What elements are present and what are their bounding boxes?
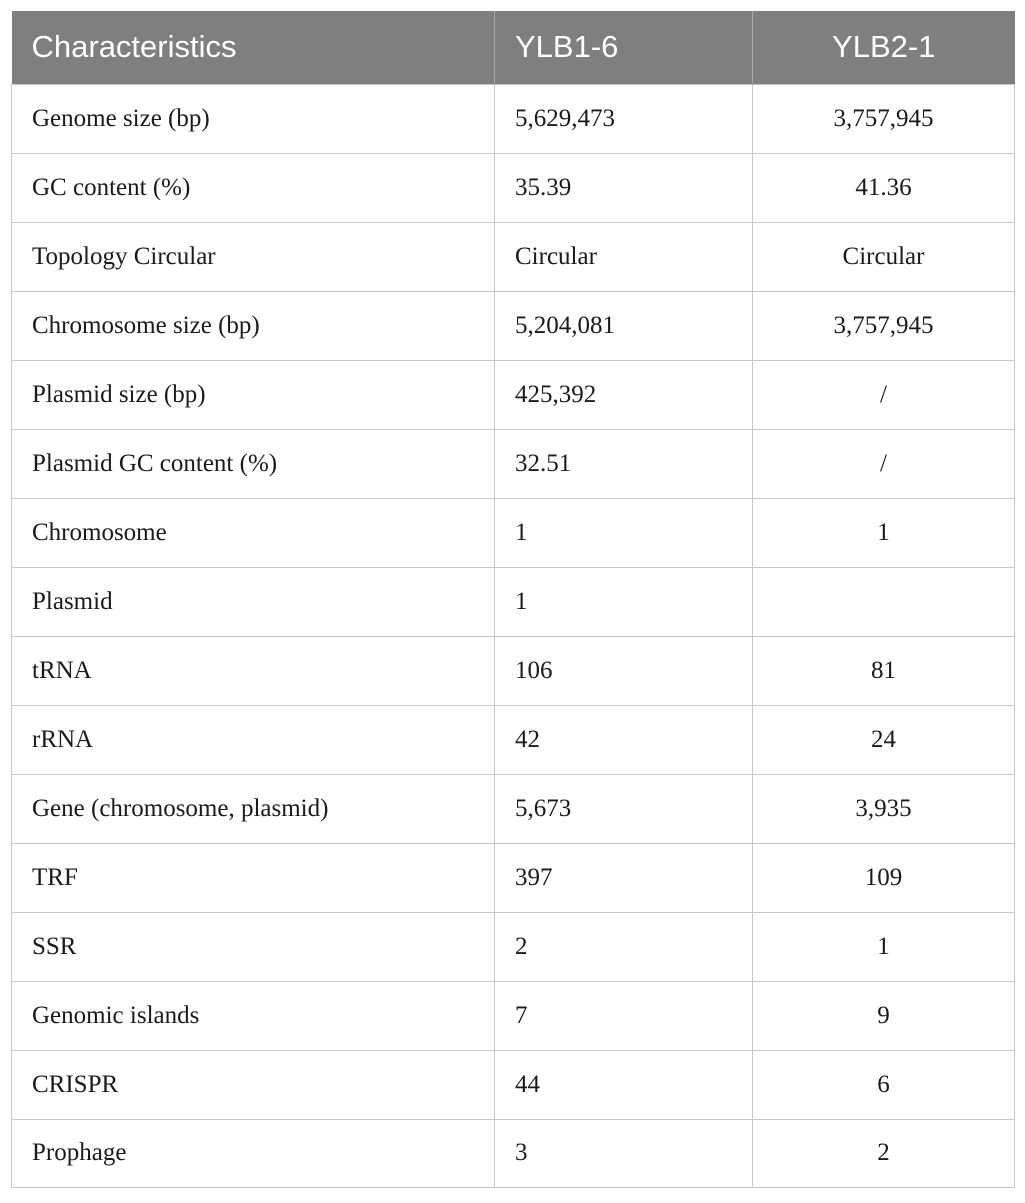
cell-characteristic: Topology Circular — [12, 222, 495, 291]
table-row — [12, 912, 1015, 981]
cell-characteristic: Genomic islands — [12, 981, 495, 1050]
cell-ylb1-6: 42 — [495, 705, 753, 774]
cell-ylb1-6: 5,629,473 — [495, 84, 753, 153]
table-row — [12, 84, 1015, 153]
cell-ylb1-6: 1 — [495, 498, 753, 567]
cell-ylb2-1: 81 — [753, 636, 1015, 705]
cell-ylb2-1: 6 — [753, 1050, 1015, 1119]
table-row — [12, 291, 1015, 360]
cell-ylb2-1: / — [753, 429, 1015, 498]
header-ylb1-6: YLB1-6 — [495, 11, 753, 84]
cell-characteristic: Prophage — [12, 1119, 495, 1187]
cell-characteristic: Gene (chromosome, plasmid) — [12, 774, 495, 843]
cell-characteristic: Plasmid size (bp) — [12, 360, 495, 429]
table-row — [12, 636, 1015, 705]
table-row — [12, 429, 1015, 498]
cell-ylb2-1: 3,757,945 — [753, 84, 1015, 153]
cell-ylb2-1: 3,757,945 — [753, 291, 1015, 360]
cell-ylb1-6: 106 — [495, 636, 753, 705]
table-row — [12, 1050, 1015, 1119]
table-row — [12, 774, 1015, 843]
cell-ylb2-1: 3,935 — [753, 774, 1015, 843]
table-row — [12, 498, 1015, 567]
cell-ylb1-6: 5,673 — [495, 774, 753, 843]
cell-characteristic: Plasmid — [12, 567, 495, 636]
cell-ylb1-6: 2 — [495, 912, 753, 981]
table-header — [12, 11, 1015, 84]
cell-characteristic: Plasmid GC content (%) — [12, 429, 495, 498]
cell-ylb2-1: 2 — [753, 1119, 1015, 1187]
table-row — [12, 222, 1015, 291]
cell-characteristic: TRF — [12, 843, 495, 912]
cell-ylb2-1: 41.36 — [753, 153, 1015, 222]
table-row — [12, 360, 1015, 429]
table-row — [12, 981, 1015, 1050]
cell-ylb2-1: 109 — [753, 843, 1015, 912]
table-body — [12, 84, 1015, 1187]
cell-ylb1-6: 425,392 — [495, 360, 753, 429]
genome-characteristics-table — [11, 11, 1015, 1188]
cell-ylb2-1: 9 — [753, 981, 1015, 1050]
table-row — [12, 1119, 1015, 1187]
cell-characteristic: Chromosome size (bp) — [12, 291, 495, 360]
cell-ylb1-6: Circular — [495, 222, 753, 291]
table-row — [12, 153, 1015, 222]
cell-ylb2-1: 24 — [753, 705, 1015, 774]
table-row — [12, 567, 1015, 636]
header-characteristics: Characteristics — [12, 11, 495, 84]
cell-ylb2-1: / — [753, 360, 1015, 429]
cell-ylb2-1: 1 — [753, 498, 1015, 567]
cell-ylb2-1: 1 — [753, 912, 1015, 981]
cell-characteristic: CRISPR — [12, 1050, 495, 1119]
table-row — [12, 705, 1015, 774]
cell-ylb1-6: 5,204,081 — [495, 291, 753, 360]
cell-characteristic: tRNA — [12, 636, 495, 705]
header-ylb2-1: YLB2-1 — [753, 11, 1015, 84]
cell-ylb2-1: Circular — [753, 222, 1015, 291]
cell-ylb1-6: 32.51 — [495, 429, 753, 498]
cell-characteristic: GC content (%) — [12, 153, 495, 222]
cell-characteristic: Chromosome — [12, 498, 495, 567]
cell-ylb1-6: 7 — [495, 981, 753, 1050]
cell-characteristic: rRNA — [12, 705, 495, 774]
cell-characteristic: Genome size (bp) — [12, 84, 495, 153]
cell-ylb1-6: 3 — [495, 1119, 753, 1187]
cell-ylb1-6: 44 — [495, 1050, 753, 1119]
cell-ylb2-1 — [753, 567, 1015, 636]
cell-characteristic: SSR — [12, 912, 495, 981]
table-row — [12, 843, 1015, 912]
cell-ylb1-6: 397 — [495, 843, 753, 912]
header-row — [12, 11, 1015, 84]
cell-ylb1-6: 35.39 — [495, 153, 753, 222]
cell-ylb1-6: 1 — [495, 567, 753, 636]
